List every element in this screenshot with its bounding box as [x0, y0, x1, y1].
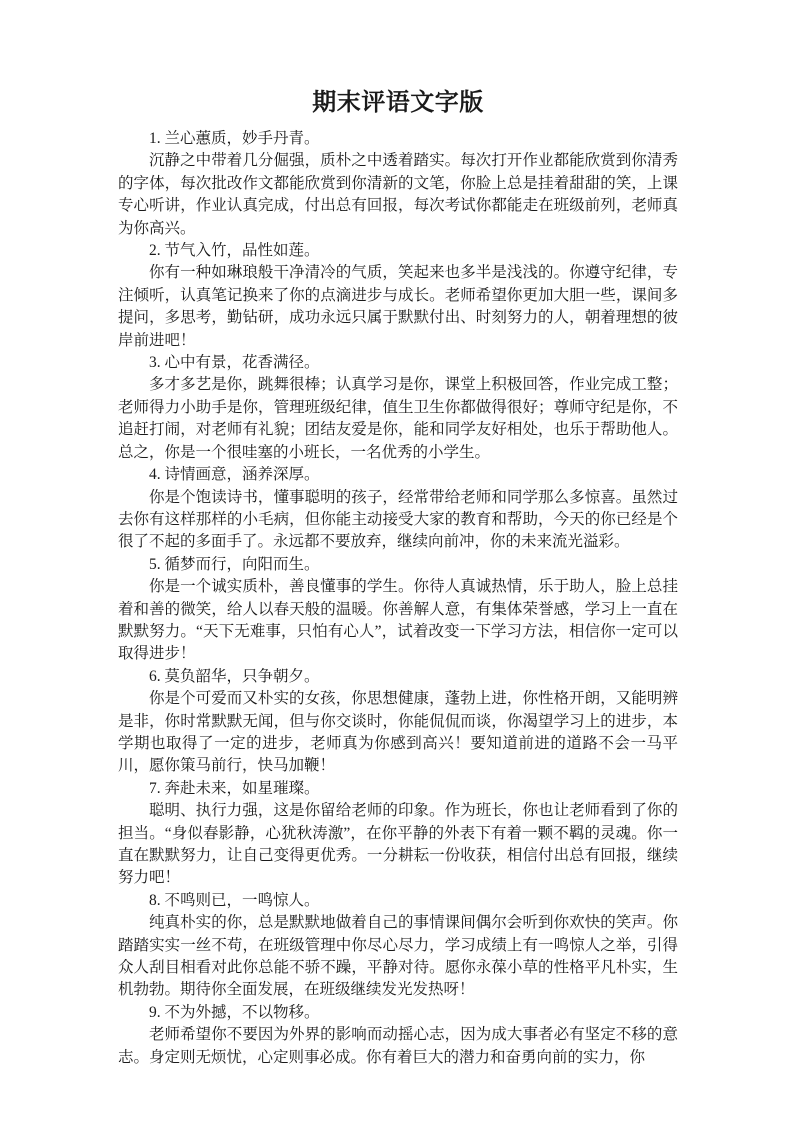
comment-entry-body: 纯真朴实的你，总是默默地做着自己的事情课间偶尔会听到你欢快的笑声。你踏踏实实一丝不苟，在班级管理中你尽心尽力，学习成绩上有一鸣惊人之举，引得众人刮目相看对此你总能不骄不躁，平静对待。愿你永葆小草的性格平凡朴实，生机勃勃。期待你全面发展，在班级继续发光发热呀！ — [118, 914, 678, 999]
comment-entry-heading: 4. 诗情画意，涵养深厚。 — [149, 466, 320, 484]
comment-entry-heading: 1. 兰心蕙质，妙手丹青。 — [149, 130, 320, 147]
comment-entry-body: 你有一种如琳琅般干净清冷的气质，笑起来也多半是浅浅的。你遵守纪律，专注倾听，认真笔记换来了你的点滴进步与成长。老师希望你更加大胆一些，课间多提问，多思考，勤钻研，成功永远只属于默默付出、时刻努力的人，朝着理想的彼岸前进吧！ — [118, 264, 678, 349]
comment-entry-body: 你是个饱读诗书，懂事聪明的孩子，经常带给老师和同学那么多惊喜。虽然过去你有这样那样的小毛病，但你能主动接受大家的教育和帮助，今天的你已经是个很了不起的多面手了。永远都不要放弃，继续向前冲，你的未来流光溢彩。 — [118, 488, 678, 551]
comment-entry-6 — [118, 666, 678, 778]
comment-entry-body: 聪明、执行力强，这是你留给老师的印象。作为班长，你也让老师看到了你的担当。“身似春影静，心犹秋涛激”，在你平静的外表下有着一颗不羁的灵魂。你一直在默默努力，让自己变得更优秀。一分耕耘一份收获，相信付出总有回报，继续努力吧！ — [118, 802, 678, 887]
comment-entry-heading: 7. 奔赴未来，如星璀璨。 — [149, 779, 320, 797]
comment-entry-heading: 2. 节气入竹，品性如莲。 — [149, 242, 320, 260]
comment-entry-9 — [118, 1002, 678, 1069]
comment-entry-heading: 3. 心中有景，花香满径。 — [149, 354, 320, 372]
comment-entry-5 — [118, 554, 678, 666]
comment-entry-body: 沉静之中带着几分倔强，质朴之中透着踏实。每次打开作业都能欣赏到你清秀的字体，每次批改作文都能欣赏到你清新的文笔，你脸上总是挂着甜甜的笑，上课专心听讲，作业认真完成，付出总有回报，每次考试你都能走在班级前列，老师真为你高兴。 — [118, 152, 678, 237]
page-title: 期末评语文字版 — [312, 89, 484, 116]
comment-entry-3 — [118, 352, 678, 464]
comment-entry-2 — [118, 240, 678, 352]
comment-entry-4 — [118, 464, 678, 554]
comment-entry-heading: 9. 不为外撼，不以物移。 — [149, 1003, 320, 1021]
comment-entry-8 — [118, 890, 678, 1002]
comment-entry-body: 你是个可爱而又朴实的女孩，你思想健康，蓬勃上进，你性格开朗，又能明辨是非，你时常默默无闻，但与你交谈时，你能侃侃而谈，你渴望学习上的进步，本学期也取得了一定的进步，老师真为你感到高兴！要知道前进的道路不会一马平川，愿你策马前行，快马加鞭！ — [118, 690, 678, 775]
comment-entry-body: 老师希望你不要因为外界的影响而动摇心志，因为成大事者必有坚定不移的意志。身定则无烦忧，心定则事必成。你有着巨大的潜力和奋勇向前的实力，你 — [118, 1026, 678, 1066]
comment-entry-heading: 5. 循梦而行，向阳而生。 — [149, 555, 320, 573]
comment-entry-body: 多才多艺是你，跳舞很棒；认真学习是你，课堂上积极回答，作业完成工整；老师得力小助手是你，管理班级纪律，值生卫生你都做得很好；尊师守纪是你，不追赶打闹，对老师有礼貌；团结友爱是你，能和同学友好相处，也乐于帮助他人。总之，你是一个很哇塞的小班长，一名优秀的小学生。 — [118, 376, 678, 461]
comment-entry-body: 你是一个诚实质朴，善良懂事的学生。你待人真诚热情，乐于助人，脸上总挂着和善的微笑，给人以春天般的温暖。你善解人意，有集体荣誉感，学习上一直在默默努力。“天下无难事，只怕有心人”，试着改变一下学习方法，相信你一定可以取得进步！ — [118, 578, 678, 663]
comment-entry-heading: 6. 莫负韶华，只争朝夕。 — [149, 667, 320, 685]
comment-entry-heading: 8. 不鸣则已，一鸣惊人。 — [149, 891, 320, 909]
comment-entry-7 — [118, 778, 678, 890]
document-content — [118, 88, 678, 1069]
comment-entry-1 — [118, 128, 678, 240]
